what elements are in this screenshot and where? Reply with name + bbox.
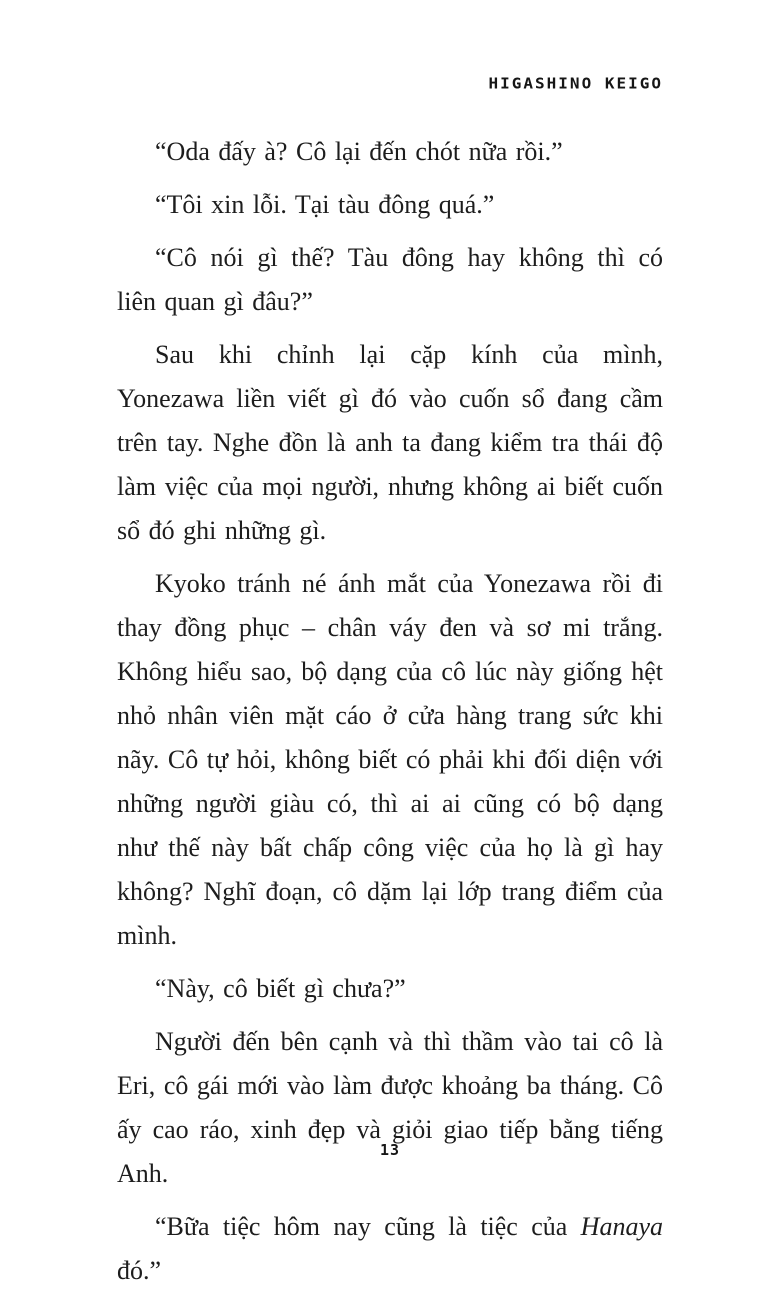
paragraph [117, 333, 663, 553]
paragraph [117, 236, 663, 324]
page-body [117, 130, 663, 1293]
text-segment: “Này, cô biết gì chưa?” [155, 974, 406, 1003]
text-segment: “Bữa tiệc hôm nay cũng là tiệc của [155, 1212, 581, 1241]
text-segment: “Oda đấy à? Cô lại đến chót nữa rồi.” [155, 137, 563, 166]
paragraph [117, 183, 663, 227]
author-name: HIGASHINO KEIGO [488, 74, 663, 93]
running-header [117, 74, 663, 92]
text-segment: “Cô nói gì thế? Tàu đông hay không thì có liên quan gì đâu?” [117, 243, 663, 316]
page-number: 13 [379, 1141, 401, 1159]
page-footer [0, 1141, 780, 1159]
paragraph [117, 967, 663, 1011]
text-segment: Sau khi chỉnh lại cặp kính của mình, Yonezawa liền viết gì đó vào cuốn sổ đang cầm trên tay. Nghe đồn là anh ta đang kiểm tra thái độ làm việc của mọi người, nhưng không ai biết cuốn sổ đó ghi những gì. [117, 340, 663, 545]
text-segment: Kyoko tránh né ánh mắt của Yonezawa rồi đi thay đồng phục – chân váy đen và sơ mi trắng. Không hiểu sao, bộ dạng của cô lúc này giống hệt nhỏ nhân viên mặt cáo ở cửa hàng trang sức khi nãy. Cô tự hỏi, không biết có phải khi đối diện với những người giàu có, thì ai ai cũng có bộ dạng như thế này bất chấp công việc của họ là gì hay không? Nghĩ đoạn, cô dặm lại lớp trang điểm của mình. [117, 569, 663, 950]
paragraph [117, 562, 663, 958]
paragraph [117, 130, 663, 174]
text-segment: Người đến bên cạnh và thì thầm vào tai cô là Eri, cô gái mới vào làm được khoảng ba tháng. Cô ấy cao ráo, xinh đẹp và giỏi giao tiếp bằng tiếng Anh. [117, 1027, 663, 1188]
paragraph [117, 1020, 663, 1196]
paragraph [117, 1205, 663, 1293]
text-segment: đó.” [117, 1256, 162, 1285]
italic-text: Hanaya [580, 1212, 663, 1241]
text-segment: “Tôi xin lỗi. Tại tàu đông quá.” [155, 190, 495, 219]
